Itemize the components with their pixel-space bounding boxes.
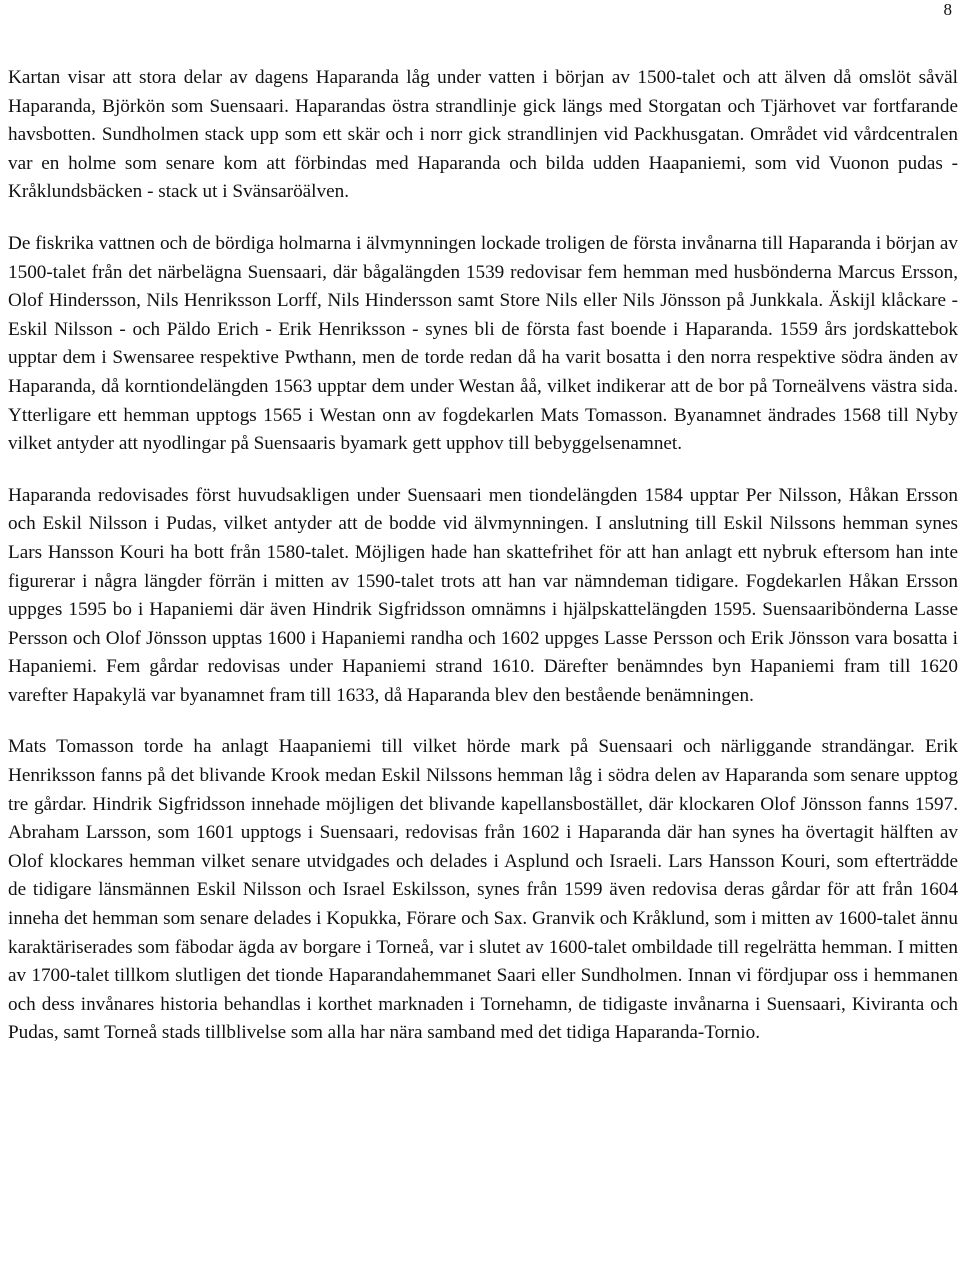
paragraph-first-inhabitants: De fiskrika vattnen och de bördiga holmarna i älvmynningen lockade troligen de första invånarna till Haparanda i början av 1500-talet från det närbelägna Suensaari, där bågalängden 1539 redovisar fem hemman med husbönderna Marcus Ersson, Olof Hindersson, Nils Henriksson Lorff, Nils Hindersson samt Store Nils eller Nils Jönsson på Junkkala. Äskijl klåckare - Eskil Nilsson - och Päldo Erich - Erik Henriksson - synes bli de första fast boende i Haparanda. 1559 års jordskattebok upptar dem i Swensaree respektive Pwthann, men de torde redan då ha varit bosatta i den norra respektive södra änden av Haparanda, då korntiondelängden 1563 upptar dem under Westan åå, vilket indikerar att de bor på Torneälvens västra sida. Ytterligare ett hemman upptogs 1565 i Westan onn av fogdekarlen Mats Tomasson. Byanamnet ändrades 1568 till Nyby vilket antyder att nyodlingar på Suensaaris byamark gett upphov till bebyggelsenamnet. <box>8 232 958 455</box>
paragraph-early-records: Haparanda redovisades först huvudsakligen under Suensaari men tiondelängden 1584 upptar Per Nilsson, Håkan Ersson och Eskil Nilsson i Pudas, vilket antyder att de bodde vid älvmynningen. I anslutning till Eskil Nilssons hemman synes Lars Hansson Kouri ha bott från 1580-talet. Möjligen hade han skattefrihet för att han anlagt ett nybruk eftersom han inte figurerar i några längder förrän i mitten av 1590-talet trots att han var nämndeman tidigare. Fogdekarlen Håkan Ersson uppges 1595 bo i Hapaniemi där även Hindrik Sigfridsson omnämns i hjälpskattelängden 1595. Suensaaribönderna Lasse Persson och Olof Jönsson upptas 1600 i Hapaniemi randha och 1602 uppges Lasse Persson och Erik Jönsson vara bosatta i Hapaniemi. Fem gårdar redovisas under Hapaniemi strand 1610. Därefter benämndes byn Hapaniemi fram till 1620 varefter Hapakylä var byanamnet fram till 1633, då Haparanda blev den bestående benämningen. <box>8 484 958 706</box>
page-number: 8 <box>943 0 952 19</box>
paragraph-map-description: Kartan visar att stora delar av dagens Haparanda låg under vatten i början av 1500-talet och att älven då omslöt såväl Haparanda, Björkön som Suensaari. Haparandas östra strandlinje gick längs med Storgatan och Tjärhovet var fortfarande havsbotten. Sundholmen stack upp som ett skär och i norr gick strandlinjen vid Packhusgatan. Området vid vårdcentralen var en holme som senare kom att förbindas med Haparanda och bilda udden Haapaniemi, som vid Vuonon pudas - Kråklundsbäcken - stack ut i Svänsaröälven. <box>8 67 958 203</box>
page-body <box>8 64 958 1071</box>
paragraph-farmsteads: Mats Tomasson torde ha anlagt Haapaniemi till vilket hörde mark på Suensaari och närliggande strandängar. Erik Henriksson fanns på det blivande Krook medan Eskil Nilssons hemman låg i södra delen av Haparanda som senare upptog tre gårdar. Hindrik Sigfridsson innehade möjligen det blivande kapellansbostället, där klockaren Olof Jönsson fanns 1597. Abraham Larsson, som 1601 upptogs i Suensaari, redovisas från 1602 i Haparanda där han synes ha övertagit hälften av Olof klockares hemman vilket senare utvidgades och delades i Asplund och Israeli. Lars Hansson Kouri, som efterträdde de tidigare länsmännen Eskil Nilsson och Israel Eskilsson, synes från 1599 även redovisa deras gårdar för att från 1604 inneha det hemman som senare delades i Kopukka, Förare och Sax. Granvik och Kråklund, som i mitten av 1600-talet ännu karaktäriserades som fäbodar ägda av borgare i Torneå, var i slutet av 1600-talet ombildade till regelrätta hemman. I mitten av 1700-talet tillkom slutligen det tionde Haparandahemmanet Saari eller Sundholmen. Innan vi fördjupar oss i hemmanen och dess invånares historia behandlas i korthet marknaden i Tornehamn, de tidigaste invånarna i Suensaari, Kiviranta och Pudas, samt Torneå stads tillblivelse som alla har nära samband med det tidiga Haparanda-Tornio. <box>8 736 958 1044</box>
